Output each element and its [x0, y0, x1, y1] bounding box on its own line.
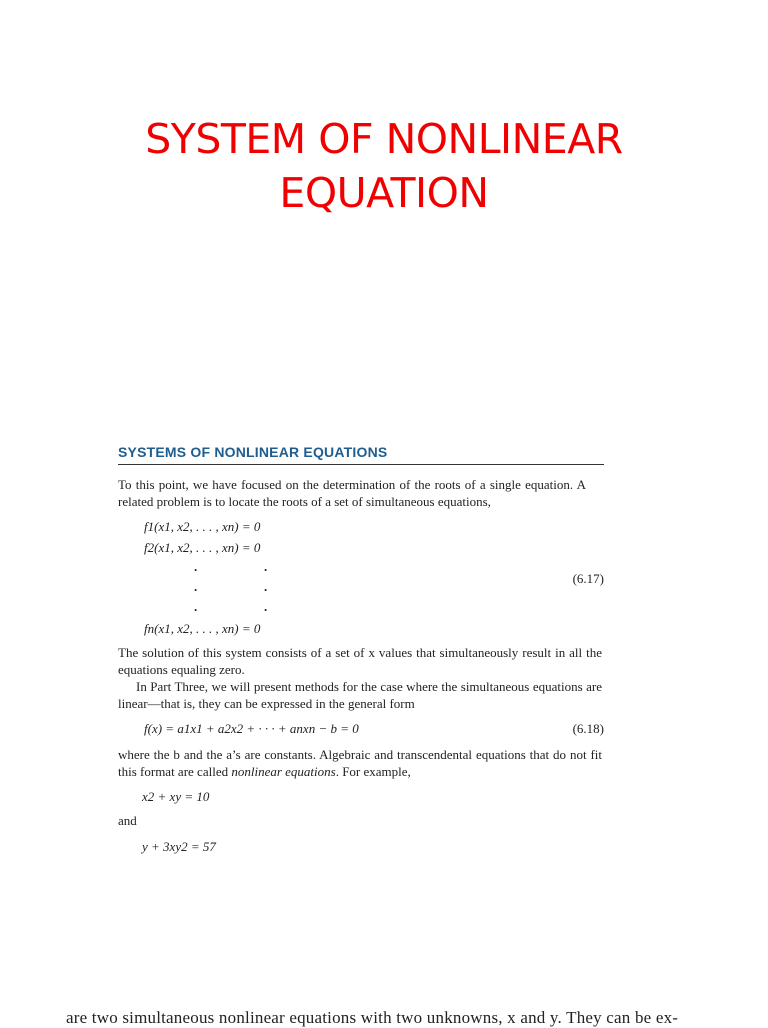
slide-title: [0, 112, 768, 220]
scanned-textbook-excerpt: SYSTEMS OF NONLINEAR EQUATIONS To this point, we have focused on the determination of the roots of a single equation. A related problem is to locate the roots of a set of simultaneous equations, f1(x1, x2, . . . , xn) = 0 f2(x1, x2, . . . , xn) = 0 . . . . . . (6.17) fn(x1, x2, . . . , xn) = 0 The solution of this system consists of a set of x values that simultaneously result in all the equations equaling zero. In Part Three, we will present methods for the case where the simultaneous equations are linear—that is, they can be expressed in the general form f(x) = a1x1 + a2x2 + · · · + anxn − b = 0 (6.18) where the b and the a’s are constants. Algebraic and transcendental equations that do not fit this format are called nonlinear equations. For example, x2 + xy = 10 and y + 3xy2 = 57: [118, 444, 604, 854]
nonlinear-equations-term: nonlinear equations: [231, 764, 336, 779]
cut-off-bottom-text: are two simultaneous nonlinear equations with two unknowns, x and y. They can be ex-: [66, 1008, 679, 1027]
and-label: and: [118, 813, 137, 828]
system-equation-1: [144, 518, 260, 535]
system-equation-2: [144, 539, 260, 556]
example-equation-1-text: x2 + xy = 10: [142, 789, 210, 804]
system-equation-1-text: f1(x1, x2, . . . , xn) = 0: [144, 519, 261, 534]
slide-title-line-2: EQUATION: [279, 169, 489, 217]
slide-title-line-1: SYSTEM OF NONLINEAR: [145, 115, 623, 163]
equation-number-6-17: (6.17): [572, 571, 604, 586]
nonlinear-definition-text-b: . For example,: [335, 764, 411, 779]
solution-paragraph: The solution of this system consists of a set of x values that simultaneously result in all the equations equaling zero.: [118, 645, 602, 677]
linear-general-form: [144, 720, 359, 737]
linear-general-form-text: f(x) = a1x1 + a2x2 + · · · + anxn − b = 0: [144, 721, 359, 736]
intro-paragraph: To this point, we have focused on the determination of the roots of a single equation. A related problem is to locate the roots of a set of simultaneous equations,: [118, 477, 586, 509]
system-equation-n-text: fn(x1, x2, . . . , xn) = 0: [144, 621, 261, 636]
section-heading: SYSTEMS OF NONLINEAR EQUATIONS: [118, 444, 604, 465]
nonlinear-definition-paragraph: [118, 746, 602, 780]
system-equation-n: [144, 620, 260, 637]
example-equation-1: [142, 788, 209, 805]
system-equation-2-text: f2(x1, x2, . . . , xn) = 0: [144, 540, 261, 555]
equation-number-6-18: (6.18): [572, 721, 604, 736]
example-equation-2-text: y + 3xy2 = 57: [142, 839, 216, 854]
part-three-paragraph: In Part Three, we will present methods for the case where the simultaneous equations are linear—that is, they can be expressed in the general form: [118, 679, 602, 711]
example-equation-2: [142, 838, 216, 855]
nonlinear-definition-text-a: where the b and the a’s are constants. Algebraic and transcendental equations that do not fit this format are called: [118, 747, 602, 779]
